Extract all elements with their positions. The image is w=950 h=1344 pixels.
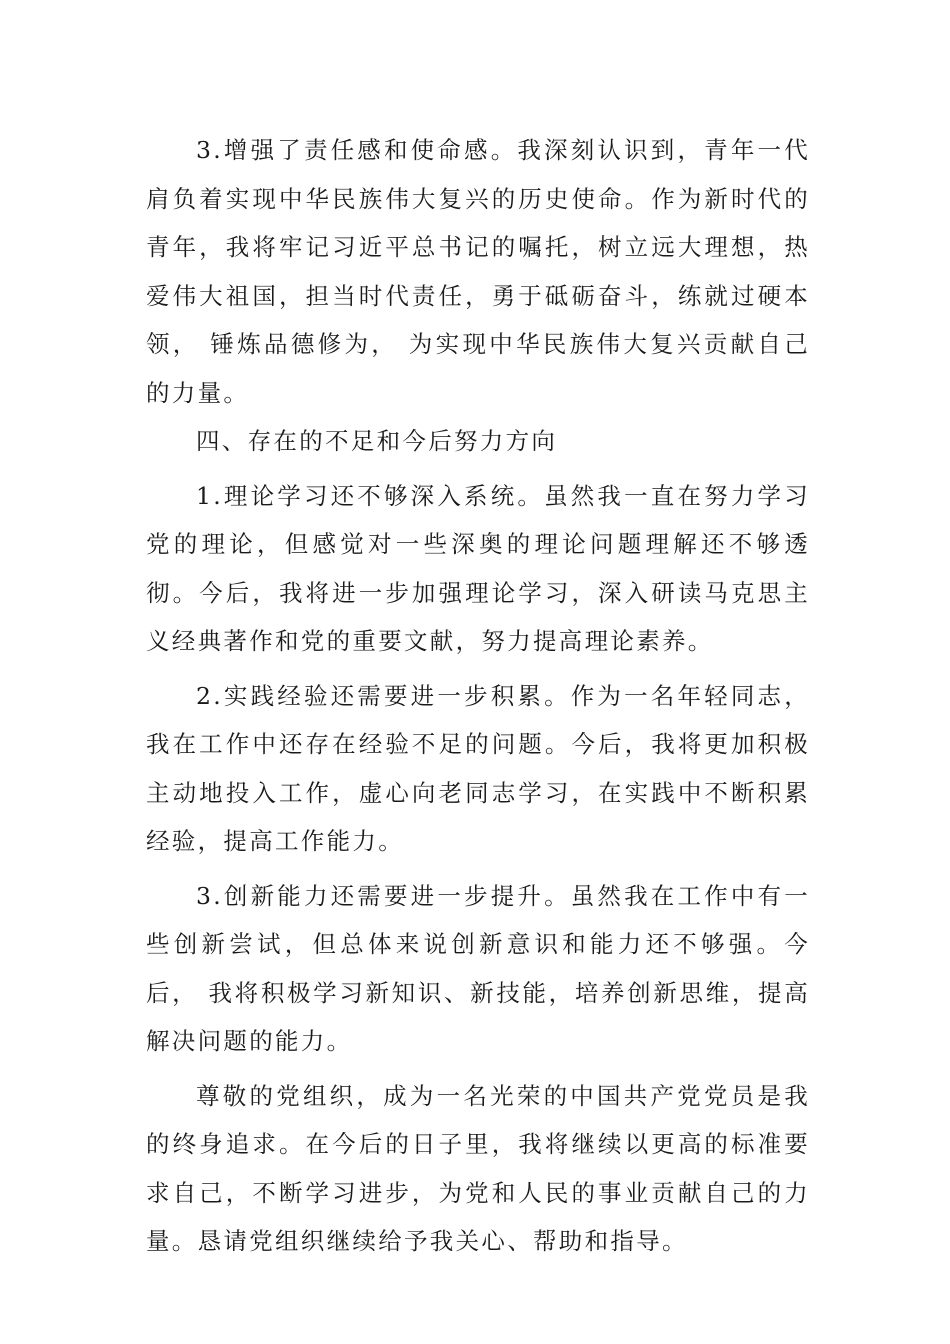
paragraph-shortcoming-3: 3.创新能力还需要进一步提升。虽然我在工作中有一些创新尝试，但总体来说创新意识和能力还不够强。今后， 我将积极学习新知识、新技能，培养创新思维，提高解决问题的能力。 — [146, 881, 810, 1055]
document-page — [146, 126, 810, 1266]
paragraph-closing: 尊敬的党组织，成为一名光荣的中国共产党党员是我的终身追求。在今后的日子里，我将继续以更高的标准要求自己，不断学习进步，为党和人民的事业贡献自己的力量。恳请党组织继续给予我关心、帮助和指导。 — [146, 1081, 810, 1255]
paragraph-responsibility: 3.增强了责任感和使命感。我深刻认识到，青年一代肩负着实现中华民族伟大复兴的历史使命。作为新时代的青年，我将牢记习近平总书记的嘱托，树立远大理想，热爱伟大祖国，担当时代责任，勇于砥砺奋斗，练就过硬本领， 锤炼品德修为， 为实现中华民族伟大复兴贡献自己的力量。 — [146, 136, 810, 407]
paragraph-shortcoming-1: 1.理论学习还不够深入系统。虽然我一直在努力学习党的理论，但感觉对一些深奥的理论问题理解还不够透彻。今后，我将进一步加强理论学习，深入研读马克思主义经典著作和党的重要文献，努力提高理论素养。 — [146, 481, 810, 655]
section-heading: 四、存在的不足和今后努力方向 — [196, 427, 558, 455]
paragraph-shortcoming-2: 2.实践经验还需要进一步积累。作为一名年轻同志，我在工作中还存在经验不足的问题。今后，我将更加积极主动地投入工作，虚心向老同志学习，在实践中不断积累经验，提高工作能力。 — [146, 681, 810, 855]
